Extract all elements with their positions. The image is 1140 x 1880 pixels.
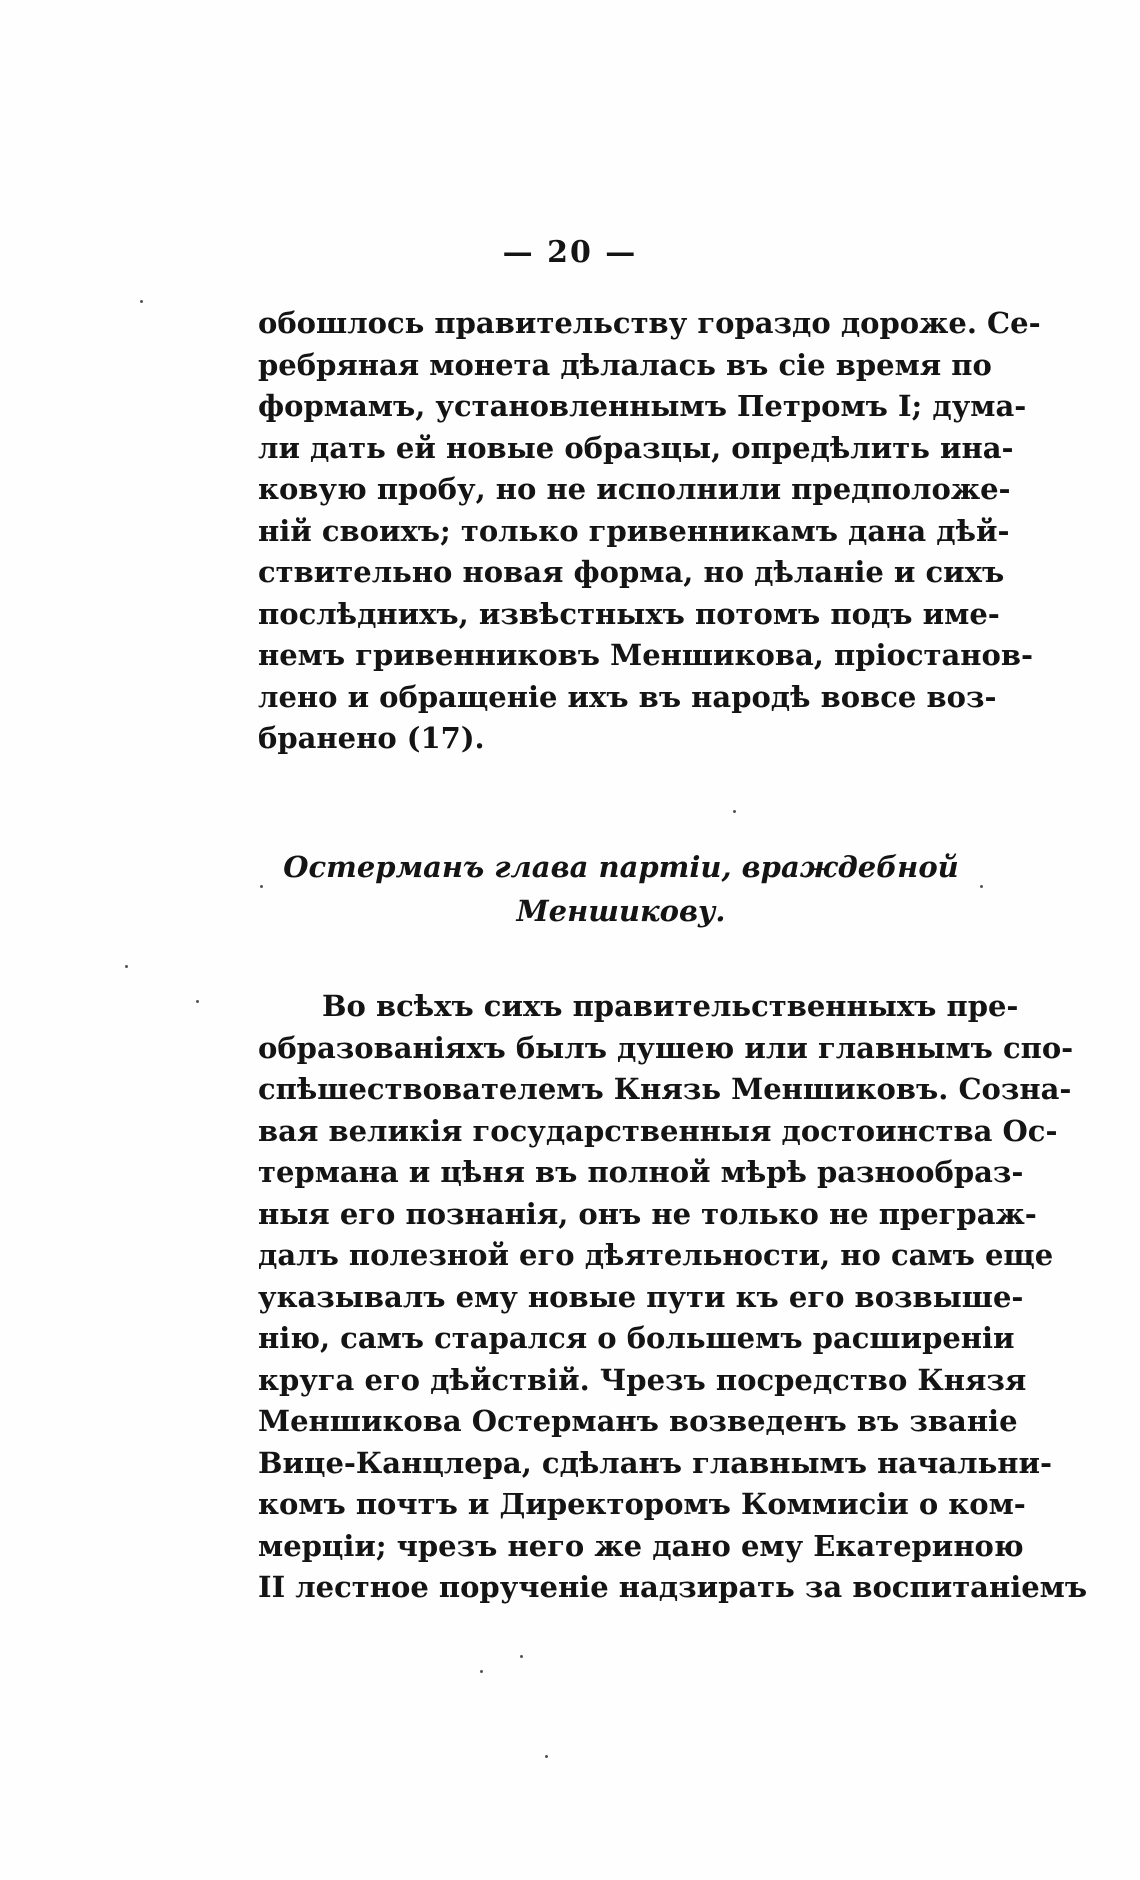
scan-speck xyxy=(196,1000,199,1003)
text-line: круга его дѣйствій. Чрезъ посредство Князя xyxy=(258,1362,1027,1397)
text-line: ствительно новая форма, но дѣланіе и сихъ xyxy=(258,555,1005,589)
text-line: ній своихъ; только гривенникамъ дана дѣй- xyxy=(258,513,1010,548)
text-line: Вице-Канцлера, сдѣланъ главнымъ начальни- xyxy=(258,1445,1053,1480)
text-line: II лестное порученіе надзирать за воспитаніемъ xyxy=(258,1570,1088,1604)
scan-speck xyxy=(480,1670,483,1673)
text-line: лено и обращеніе ихъ въ народѣ вовсе воз- xyxy=(258,679,997,714)
text-line: нію, самъ старался о большемъ расширеніи xyxy=(258,1321,1015,1355)
text-line: Во всѣхъ сихъ правительственныхъ пре- xyxy=(322,989,1019,1023)
page-number: — 20 — xyxy=(502,235,638,270)
heading-line: Остерманъ глава партіи, враждебной xyxy=(283,850,959,884)
text-line: образованіяхъ былъ душею или главнымъ спо- xyxy=(258,1030,1074,1065)
text-line: формамъ, установленнымъ Петромъ I; дума- xyxy=(258,389,1027,423)
section-heading xyxy=(258,845,984,933)
scan-speck xyxy=(733,810,736,813)
paragraph-2 xyxy=(258,986,1088,1609)
text-line: немъ гривенниковъ Меншикова, пріостанов- xyxy=(258,638,1034,672)
text-line: вая великія государственныя достоинства Ос- xyxy=(258,1113,1058,1148)
text-line: ковую пробу, но не исполнили предположе- xyxy=(258,472,1011,506)
text-line: послѣднихъ, извѣстныхъ потомъ подъ име- xyxy=(258,596,1000,631)
text-line: далъ полезной его дѣятельности, но самъ еще xyxy=(258,1238,1054,1272)
text-line: ли дать ей новые образцы, опредѣлить ина- xyxy=(258,430,1014,465)
scan-speck xyxy=(520,1655,523,1658)
text-line: ребряная монета дѣлалась въ сіе время по xyxy=(258,347,992,382)
text-line: термана и цѣня въ полной мѣрѣ разнообраз- xyxy=(258,1155,1024,1189)
text-line: мерціи; чрезъ него же дано ему Екатериною xyxy=(258,1528,1024,1563)
scan-speck xyxy=(980,885,983,888)
scan-speck xyxy=(140,300,143,303)
text-line: обошлось правительству гораздо дороже. Се- xyxy=(258,306,1041,340)
paragraph-1 xyxy=(258,303,1041,760)
text-line: спѣшествователемъ Князь Меншиковъ. Созна- xyxy=(258,1072,1072,1106)
text-line: бранено (17). xyxy=(258,721,485,755)
text-line: Меншикова Остерманъ возведенъ въ званіе xyxy=(258,1404,1018,1438)
scan-speck xyxy=(125,965,128,968)
scan-speck xyxy=(260,885,263,888)
text-line: указывалъ ему новые пути къ его возвыше- xyxy=(258,1279,1024,1314)
heading-line: Меншикову. xyxy=(516,894,726,928)
text-line: ныя его познанія, онъ не только не преграж- xyxy=(258,1196,1037,1231)
scan-speck xyxy=(545,1755,548,1758)
text-line: комъ почтъ и Директоромъ Коммисіи о ком- xyxy=(258,1487,1026,1521)
